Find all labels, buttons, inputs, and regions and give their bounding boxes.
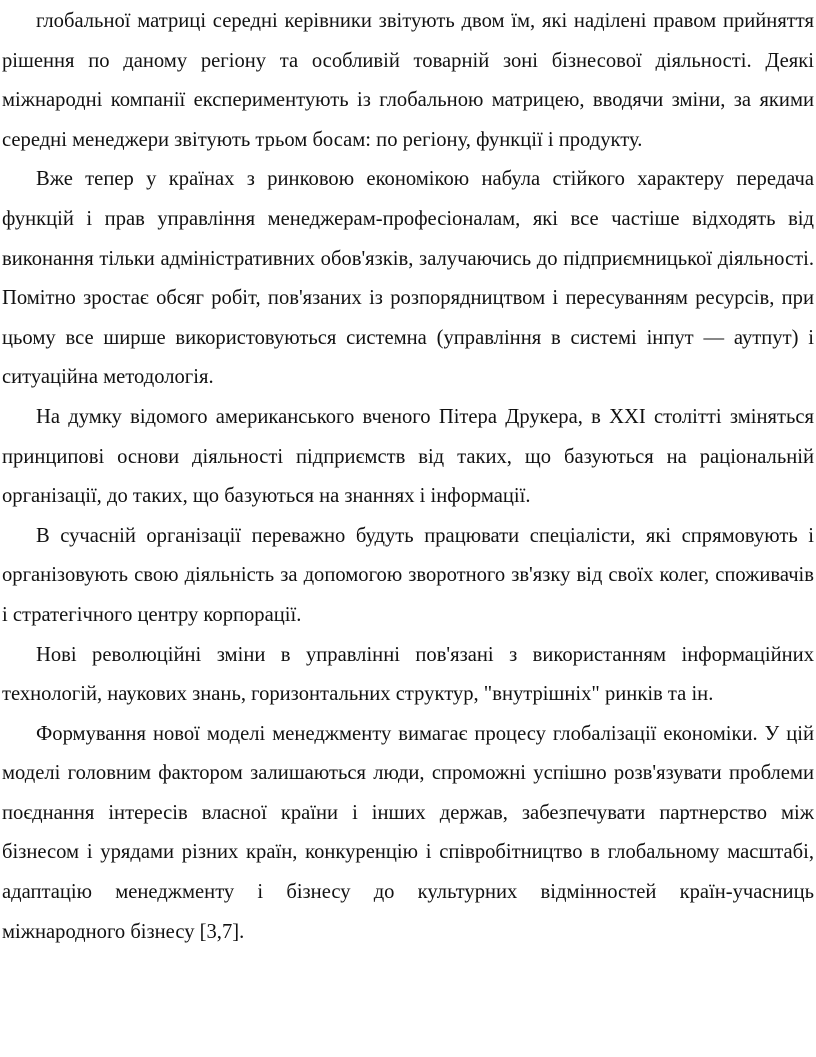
paragraph-5: Нові революційні зміни в управлінні пов'язані з використанням інформаційних технологій, наукових знань, горизонтальних структур, "внутрішніх" ринків та ін.: [2, 643, 814, 706]
paragraph-6: Формування нової моделі менеджменту вимагає процесу глобалізації економіки. У цій моделі головним фактором залишаються люди, спроможні успішно розв'язувати проблеми поєднання інтересів власної країни і інших держав, забезпечувати партнерство між бізнесом і урядами різних країн, конкуренцію і співробітництво в глобальному масштабі, адаптацію менеджменту і бізнесу до культурних відмінностей країн-учасниць міжнародного бізнесу [3,7].: [2, 722, 814, 943]
paragraph-3: На думку відомого американського вченого Пітера Друкера, в XXI столітті зміняться принципові основи діяльності підприємств від таких, що базуються на раціональній організації, до таких, що базуються на знаннях і інформації.: [2, 405, 814, 508]
document-body: [2, 2, 814, 952]
paragraph-4: В сучасній організації переважно будуть працювати спеціалісти, які спрямовують і організовують свою діяльність за допомогою зворотного зв'язку від своїх колег, споживачів і стратегічного центру корпорації.: [2, 524, 814, 626]
paragraph-2: Вже тепер у країнах з ринковою економікою набула стійкого характеру передача функцій і прав управління менеджерам-професіоналам, які все частіше відходять від виконання тільки адміністративних обов'язків, залучаючись до підприємницької діяльності. Помітно зростає обсяг робіт, пов'язаних із розпорядництвом і пересуванням ресурсів, при цьому все ширше використовуються системна (управління в системі інпут — аутпут) і ситуаційна методологія.: [2, 168, 814, 389]
paragraph-1: глобальної матриці середні керівники звітують двом їм, які наділені правом прийняття рішення по даному регіону та особливій товарній зоні бізнесової діяльності. Деякі міжнародні компанії експериментують із глобальною матрицею, вводячи зміни, за якими середні менеджери звітують трьом босам: по регіону, функції і продукту.: [2, 10, 814, 151]
